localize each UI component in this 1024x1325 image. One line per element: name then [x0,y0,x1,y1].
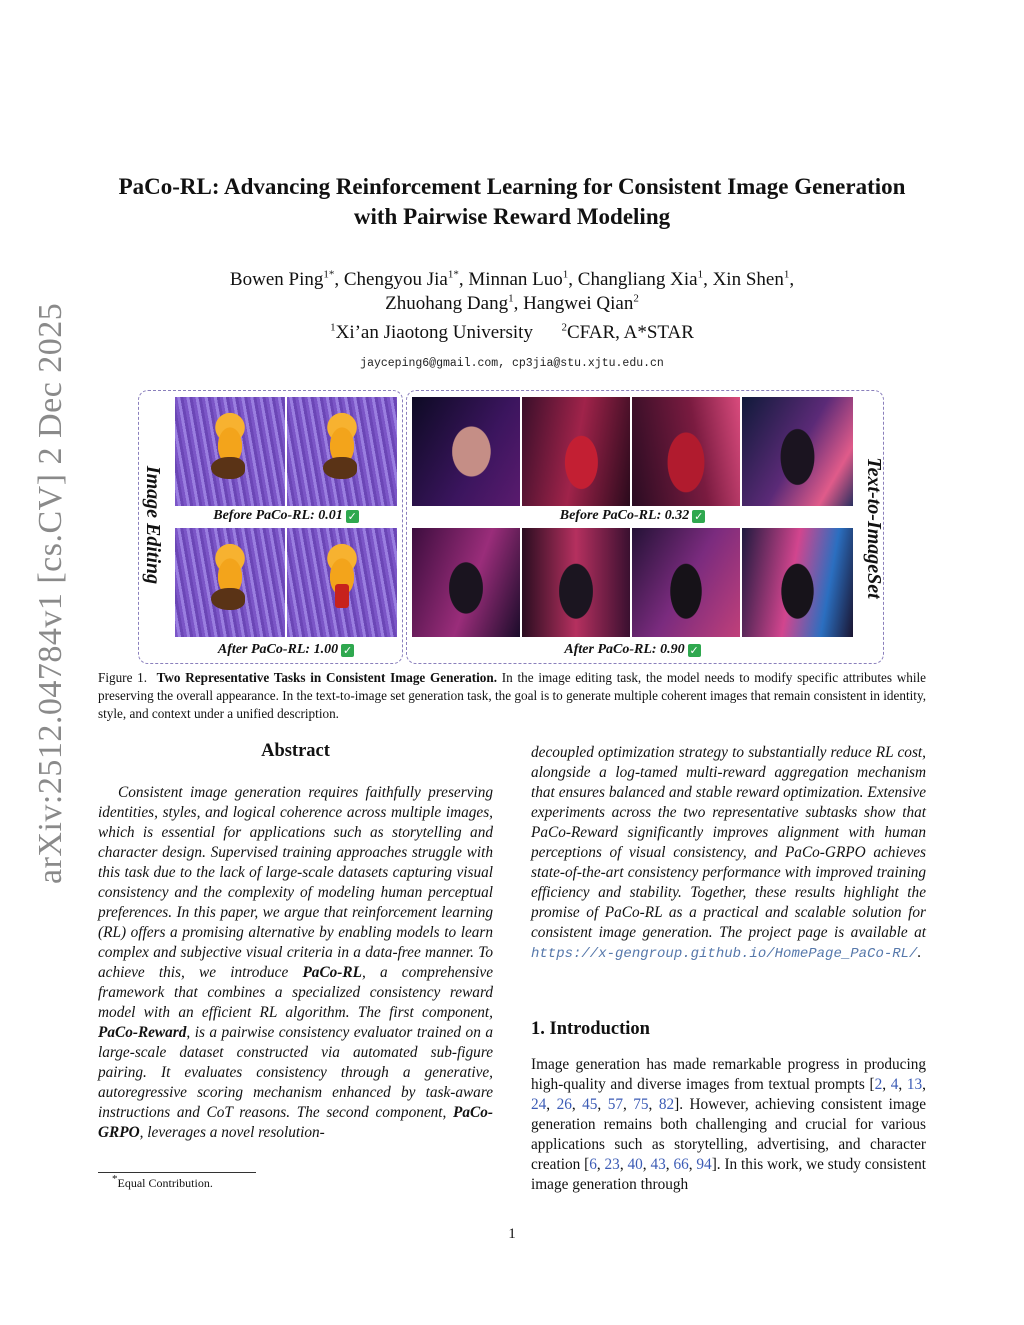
abstract-text: , leverages a novel resolution- [139,1124,325,1141]
abstract-text: . [917,944,922,961]
guitar-shape [211,457,245,479]
author-sup: 1 [697,268,704,281]
author-name: Chengyou Jia [343,269,448,290]
citation-link[interactable]: 43 [650,1156,666,1173]
left-after-text: After PaCo-RL: 1.00 [217,642,339,657]
author-name: Minnan Luo [468,269,563,290]
abstract-text: Consistent image generation requires faithfully preserving identities, styles, and logical coherence across multiple images, which is essential for applications such as storytelling and character design. Supervised training approaches struggle with this task due to the lack of large-scale datasets capturing visual consistency and the complexity of modeling human perceptual preferences. In this paper, we argue that reinforcement learning (RL) offers a promising alternative by enabling models to learn complex and subjective visual criteria in a data-free manner. To achieve this, we introduce [98,784,493,981]
fox-image-before-2 [287,397,397,506]
guitar-shape [211,588,245,610]
check-icon: ✓ [694,510,704,523]
affiliation-name: CFAR, A*STAR [566,322,694,343]
abstract-bold: PaCo-Reward [98,1024,187,1041]
portrait-after-1 [412,528,520,637]
left-before-score [175,508,397,524]
citation-link[interactable]: 94 [696,1156,712,1173]
figure-caption-body: In the image editing task, the model needs to modify specific attributes while preserving the overall appearance. In the text-to-image set generation task, the goal is to generate multiple coherent images that remain consistent in identity, style, and context under a unified description. [98,670,927,721]
left-before-text: Before PaCo-RL: 0.01 [213,508,343,523]
abstract-bold: PaCo-RL [302,964,362,981]
page-number: 1 [508,1226,516,1242]
citation-link[interactable]: 40 [627,1156,643,1173]
portrait-before-1 [412,397,520,506]
abstract-text: , is a pairwise consistency evaluator trained on a large-scale dataset constructed via automated sub-figure pairing. It evaluates consistency through a generative, autoregressive scoring mechanism enhanced by task-aware instructions and CoT reasons. The second component, [98,1024,493,1121]
citation-link[interactable]: 26 [556,1096,572,1113]
abstract-body-left [98,783,493,1143]
citation-link[interactable]: 75 [633,1096,649,1113]
title-line-1: PaCo-RL: Advancing Reinforcement Learning for Consistent Image Generation [118,174,906,199]
citation-link[interactable]: 24 [531,1096,547,1113]
right-before-score [412,508,853,524]
guitar-shape [323,457,357,479]
paper-title [60,172,964,232]
text-to-imageset-label: Text-to-ImageSet [863,457,885,599]
citation-link[interactable]: 57 [607,1096,623,1113]
author-name: Zhuohang Dang [385,293,509,314]
introduction-heading: 1. Introduction [531,1019,650,1039]
abstract-text: , a comprehensive framework that combines a specialized consistency reward model with an efficient RL algorithm. The first component, [98,964,493,1021]
author-line-1: Bowen Ping$^{1*}$, Chengyou Jia$^{1*}$, Minnan Luo$^1$, Changliang Xia$^1$, Xin Shen$^1$, [229,268,795,290]
check-icon: ✓ [347,510,357,523]
figure-label: Figure 1. [98,670,148,685]
citation-link[interactable]: 4 [890,1076,899,1093]
author-name: Xin Shen [712,269,784,290]
figure-caption-title: Two Representative Tasks in Consistent Image Generation. [156,670,498,685]
fox-image-before-1 [175,397,285,506]
author-sup: 1 [508,292,514,305]
citation-link[interactable]: 2 [874,1076,883,1093]
fox-image-after-2 [287,528,397,637]
affil-sup: 1 [330,321,336,334]
right-after-score [412,642,853,658]
image-editing-label: Image Editing [142,465,164,585]
left-after-score [175,642,397,658]
portrait-before-3 [632,397,740,506]
abstract-body-right [531,743,926,964]
check-icon: ✓ [342,644,353,657]
abstract-bold: PaCo-GRPO [98,1104,493,1141]
intro-text: ]. However, achieving consistent image generation remains both challenging and crucial for various applications such as storytelling, advertising, and character creation [ [531,1096,927,1173]
author-sup: 1* [447,268,459,281]
right-before-text: Before PaCo-RL: 0.32 [559,508,690,523]
author-sup: 1* [323,268,335,281]
portrait-after-3 [632,528,740,637]
footnote-rule [98,1172,256,1173]
abstract-text: decoupled optimization strategy to substantially reduce RL cost, alongside a log-tamed multi-reward aggregation mechanism that ensures balanced and stable reward optimization. Extensive experiments across the two representative subtasks show that PaCo-Reward significantly improves alignment with human perceptions of visual consistency, and PaCo-GRPO achieves state-of-the-art consistency performance with improved training efficiency and stability. Together, these results highlight the promise of PaCo-RL as a practical and scalable solution for consistent image generation. The project page is available at [531,744,926,941]
portrait-after-4 [742,528,853,637]
author-emails[interactable]: jayceping6@gmail.com, cp3jia@stu.xjtu.edu.cn [360,357,664,370]
author-name: Changliang Xia [577,269,698,290]
figure-caption [98,669,926,723]
project-page-link[interactable]: https://x-gengroup.github.io/HomePage_PaCo-RL/ [531,946,918,962]
portrait-after-2 [522,528,630,637]
arxiv-stamp: arXiv:2512.04784v1 [cs.CV] 2 Dec 2025 [32,302,69,884]
intro-text: Image generation has made remarkable progress in producing high-quality and diverse images from textual prompts [ [531,1056,926,1093]
citation-link[interactable]: 6 [589,1156,597,1173]
author-sup: 2 [633,292,639,305]
author-list [100,268,924,316]
author-sup: 1 [562,268,569,281]
affil-sup: 2 [561,321,567,334]
check-icon: ✓ [689,644,699,657]
citation-link[interactable]: 23 [604,1156,620,1173]
citation-link[interactable]: 45 [582,1096,598,1113]
portrait-before-4 [742,397,853,506]
author-name: Hangwei Qian [523,293,634,314]
author-line-2: Zhuohang Dang$^1$, Hangwei Qian$^2$ [385,292,639,314]
intro-text: ]. In this work, we study consistent image generation through [531,1156,926,1193]
footnote [112,1173,213,1191]
abstract-heading: Abstract [261,741,330,761]
affiliation-name: Xi’an Jiaotong University [335,322,533,343]
citation-link[interactable]: 66 [673,1156,689,1173]
introduction-body: Image generation has made remarkable progress in producing high-quality and diverse images from textual prompts [2, 4, 13, 24, 26, 45, 57, 75, 82]. However, achieving consistent image generation remains both challenging and crucial for various applications such as storytelling, advertising, and character creation [6, 23, 40, 43, 66, 94]. In this work, we study consistent image generation through [531,1056,927,1193]
right-after-text: After PaCo-RL: 0.90 [564,642,685,657]
author-sup: 1 [783,268,790,281]
fox-image-after-1 [175,528,285,637]
footnote-text: Equal Contribution. [117,1176,213,1190]
citation-link[interactable]: 13 [906,1076,923,1093]
citation-link[interactable]: 82 [658,1096,675,1113]
footnote-mark: * [112,1173,118,1185]
soda-can-shape [335,584,349,608]
affiliations [100,320,924,346]
portrait-before-2 [522,397,630,506]
author-name: Bowen Ping [229,269,324,290]
title-line-2: with Pairwise Reward Modeling [353,204,671,229]
